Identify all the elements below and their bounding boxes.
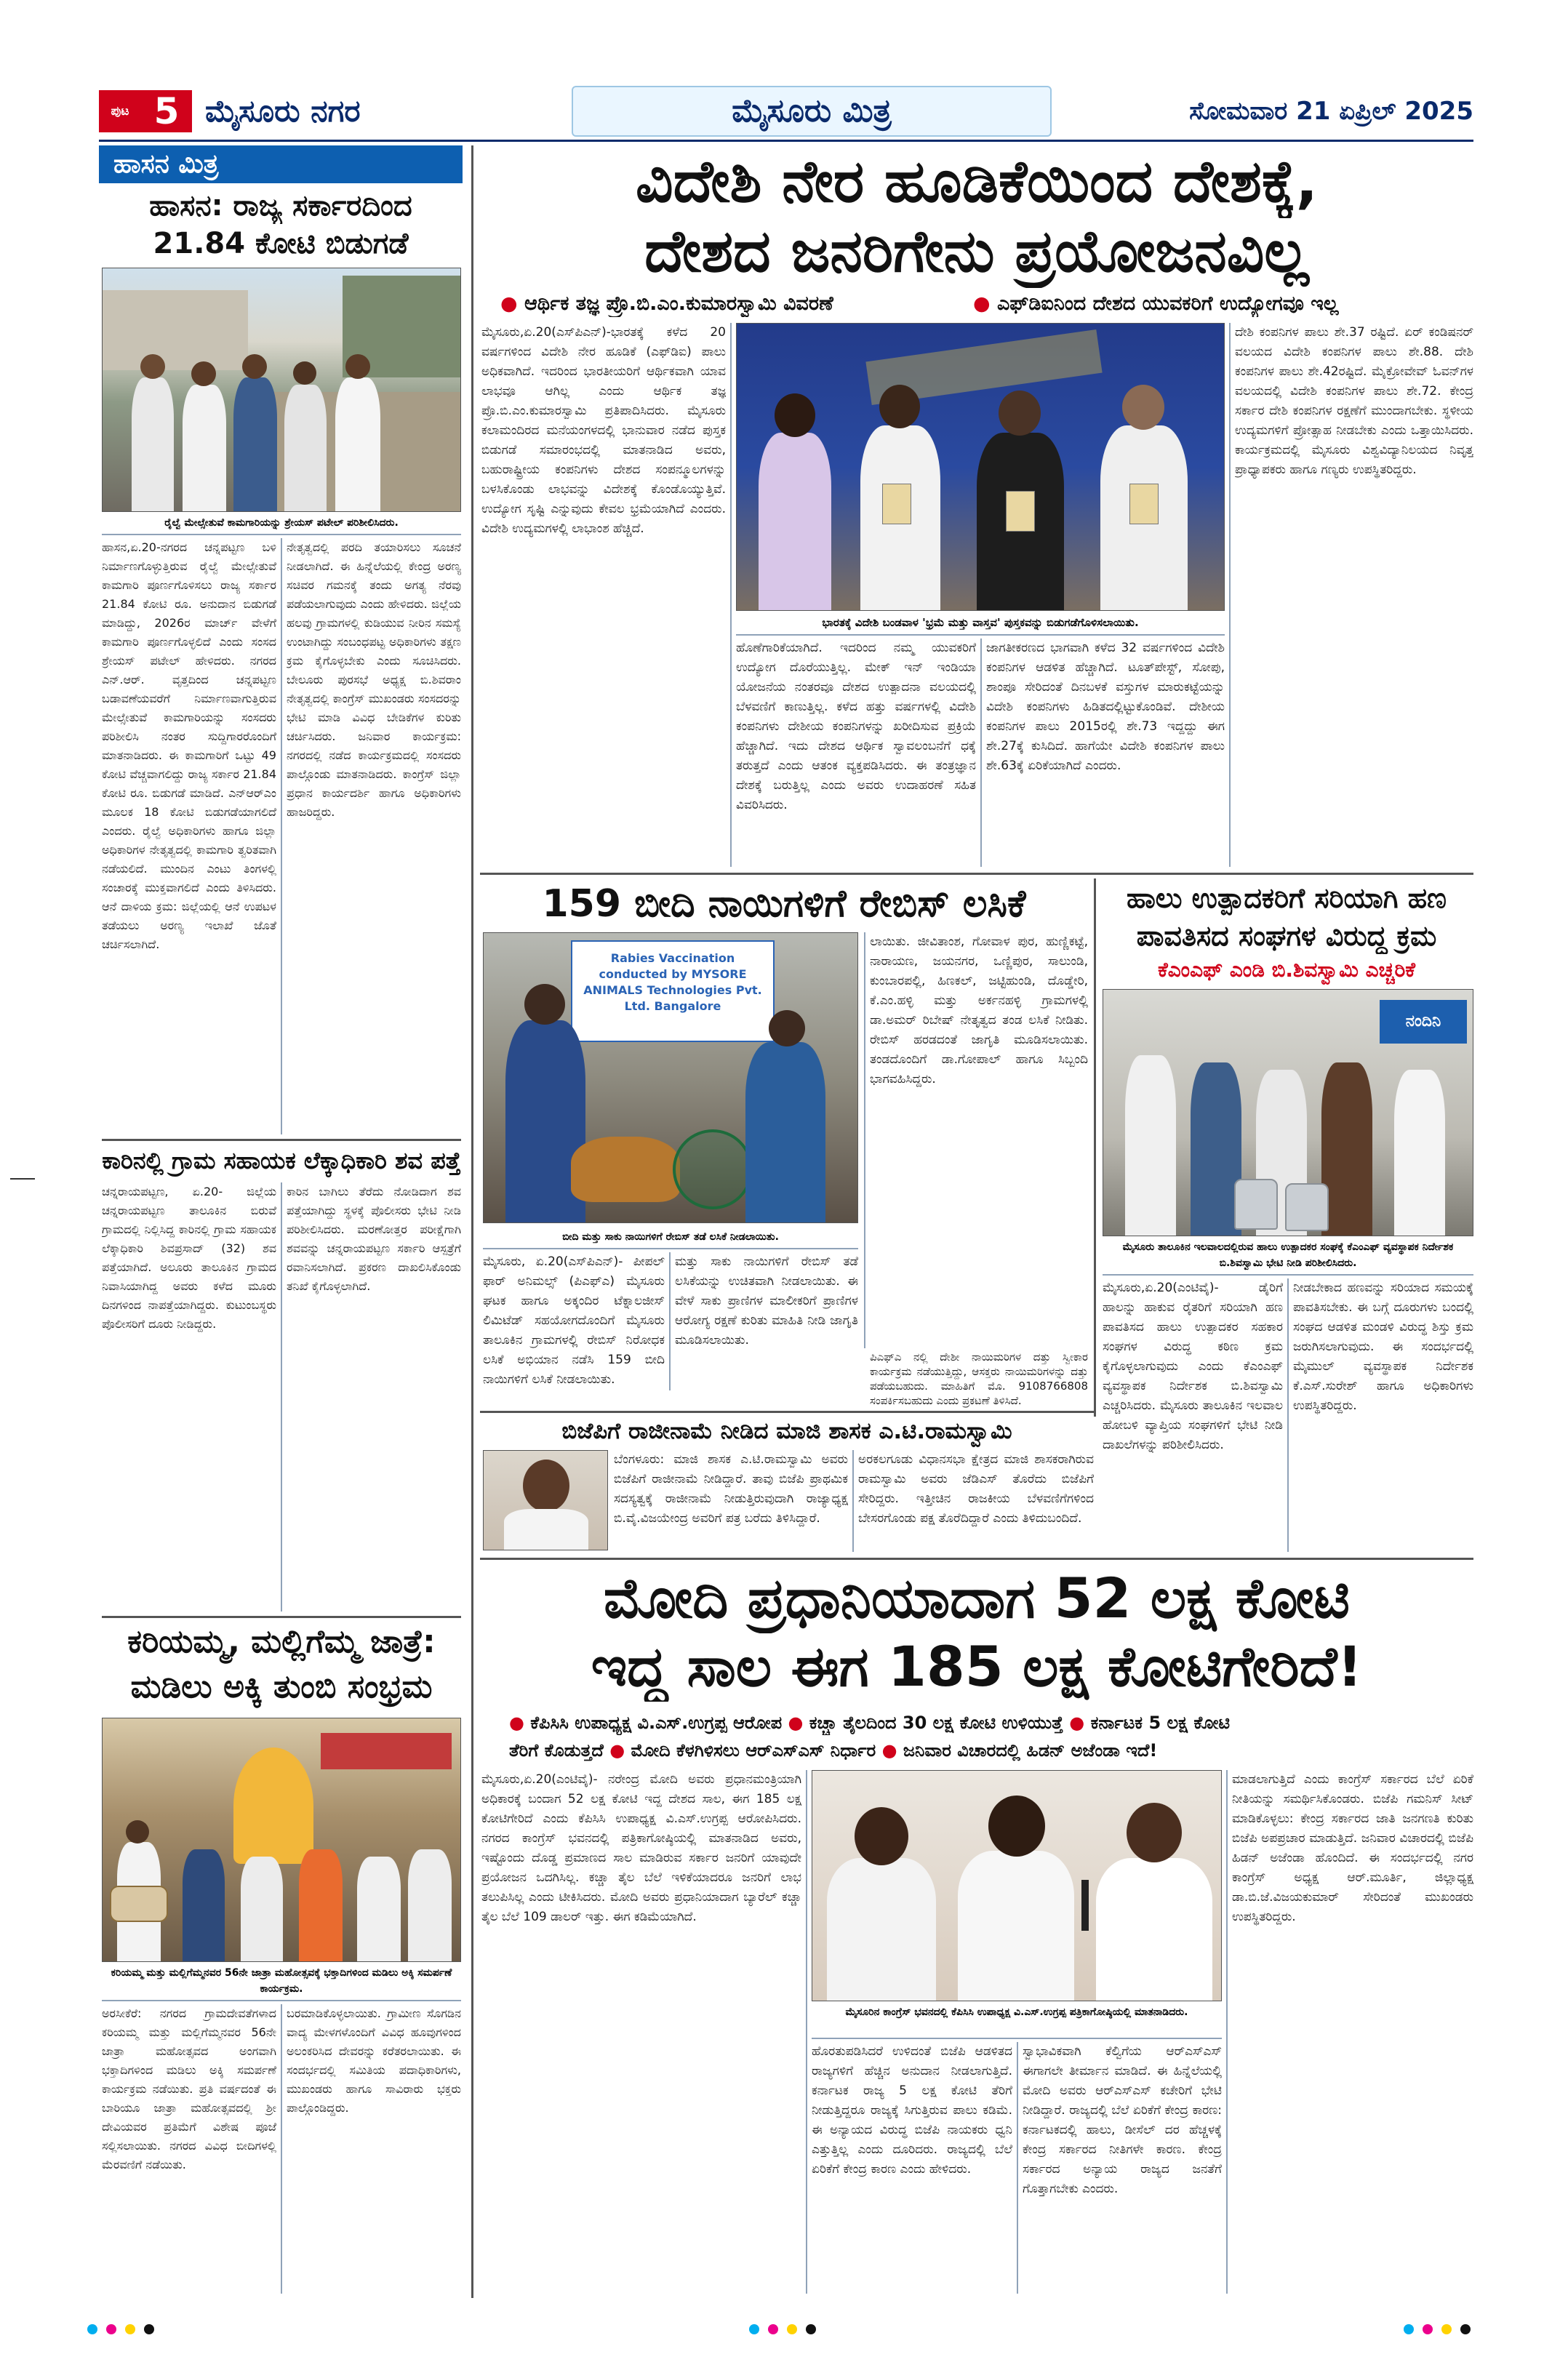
lead-story-col4: ದೇಶಿ ಕಂಪನಿಗಳ ಪಾಲು ಶೇ.37 ರಷ್ಟಿದೆ. ಏರ್ ಕಂಡಿಷನರ್ ವಲಯದ ವಿದೇಶಿ ಕಂಪನಿಗಳ ಪಾಲು ಶೇ.88. ದೇಶಿ ಕಂಪನಿಗಳ ಪಾಲು ಶೇ.42ರಷ್ಟಿದೆ. ಮೈಕ್ರೋವೇವ್ ಓವನ್‌ಗಳ ವಲಯದಲ್ಲಿ ವಿದೇಶಿ ಕಂಪನಿಗಳ ಪಾಲು ಶೇ.72. ಕೇಂದ್ರ ಸರ್ಕಾರ ದೇಶಿ ಕಂಪನಿಗಳ ರಕ್ಷಣೆಗೆ ಮುಂದಾಗಬೇಕು. ಸ್ಥಳೀಯ ಉದ್ಯಮಗಳಿಗೆ ಪ್ರೋತ್ಸಾಹ ನೀಡಬೇಕು ಎಂದು ಒತ್ತಾಯಿಸಿದರು. ಕಾರ್ಯಕ್ರಮದಲ್ಲಿ ಮೈಸೂರು ವಿಶ್ವವಿದ್ಯಾನಿಲಯದ ನಿವೃತ್ತ ಪ್ರಾಧ್ಯಾಪಕರು ಹಾಗೂ ಗಣ್ಯರು ಉಪಸ್ಥಿತರಿದ್ದರು. xyxy=(1235,325,1473,477)
divider xyxy=(736,634,1225,636)
person xyxy=(1096,1858,1212,2001)
column-rule xyxy=(281,538,282,1134)
milk-headline-2: ಪಾವತಿಸದ ಸಂಘಗಳ ವಿರುದ್ಧ ಕ್ರಮ xyxy=(1136,920,1437,952)
bjp-story-col2: ಅರಕಲಗೂಡು ವಿಧಾನಸಭಾ ಕ್ಷೇತ್ರದ ಮಾಜಿ ಶಾಸಕರಾಗಿರುವ ರಾಮಸ್ವಾಮಿ ಅವರು ಜೆಡಿಎಸ್ ತೊರೆದು ಬಿಜೆಪಿಗೆ ಸೇರಿದ್ದರು. ಇತ್ತೀಚಿನ ರಾಜಕೀಯ ಬೆಳವಣಿಗೆಗಳಿಂದ ಬೇಸರಗೊಂಡು ಪಕ್ಷ ತೊರೆದಿದ್ದಾರೆ ಎಂದು ತಿಳಿದುಬಂದಿದೆ. xyxy=(858,1452,1094,1526)
person-head xyxy=(879,385,920,428)
debt-story-col3: ಸ್ವಾಭಾವಿಕವಾಗಿ ಕೆಲ್ವಿಗೆಯ ಆರ್‌ಎಸ್‌ಎಸ್ ಈಗಾಗಲೇ ತೀರ್ಮಾನ ಮಾಡಿದೆ. ಈ ಹಿನ್ನೆಲೆಯಲ್ಲಿ ಮೋದಿ ಅವರು ಆರ್‌ಎಸ್‌ಎಸ್ ಕಚೇರಿಗೆ ಭೇಟಿ ನೀಡಿದ್ದಾರೆ. ರಾಜ್ಯದಲ್ಲಿ ಬೆಲೆ ಏರಿಕೆಗೆ ಕೇಂದ್ರ ಕಾರಣ: ಕರ್ನಾಟಕದಲ್ಲಿ ಹಾಲು, ಡೀಸೆಲ್ ದರ ಹೆಚ್ಚಳಕ್ಕೆ ಕೇಂದ್ರ ಸರ್ಕಾರದ ನೀತಿಗಳೇ ಕಾರಣ. ಕೇಂದ್ರ ಸರ್ಕಾರದ ಅನ್ಯಾಯ ರಾಜ್ಯದ ಜನತೆಗೆ ಗೊತ್ತಾಗಬೇಕು ಎಂದರು. xyxy=(1023,2044,1222,2196)
person xyxy=(408,1849,452,1962)
vaccination-banner: Rabies Vaccination conducted by MYSORE ANIMALS Technologies Pvt. Ltd. Bangalore xyxy=(571,940,775,1042)
divider xyxy=(483,1248,858,1249)
book xyxy=(1006,491,1035,532)
dog-photo-caption: ಬೀದಿ ಮತ್ತು ಸಾಕು ನಾಯಿಗಳಿಗೆ ರೇಬಿಸ್ ತಡೆ ಲಸಿಕೆ ನೀಡಲಾಯಿತು. xyxy=(562,1231,779,1243)
debt-story-col1: ಮೈಸೂರು,ಏ.20(ಎಂಟಿವೈ)- ನರೇಂದ್ರ ಮೋದಿ ಅವರು ಪ್ರಧಾನಮಂತ್ರಿಯಾಗಿ ಅಧಿಕಾರಕ್ಕೆ ಬಂದಾಗ 52 ಲಕ್ಷ ಕೋಟಿ ಇದ್ದ ದೇಶದ ಸಾಲ, ಈಗ 185 ಲಕ್ಷ ಕೋಟಿಗೇರಿದೆ ಎಂದು ಕೆಪಿಸಿಸಿ ಉಪಾಧ್ಯಕ್ಷ ವಿ.ಎಸ್.ಉಗ್ರಪ್ಪ ಆರೋಪಿಸಿದರು. ನಗರದ ಕಾಂಗ್ರೆಸ್ ಭವನದಲ್ಲಿ ಪತ್ರಿಕಾಗೋಷ್ಠಿಯಲ್ಲಿ ಮಾತನಾಡಿದ ಅವರು, ಇಷ್ಟೊಂದು ದೊಡ್ಡ ಪ್ರಮಾಣದ ಸಾಲ ಮಾಡಿರುವ ಸರ್ಕಾರ ಜನರಿಗೆ ಯಾವುದೇ ಪ್ರಯೋಜನ ಒದಗಿಸಿಲ್ಲ. ಕಚ್ಚಾ ತೈಲ ಬೆಲೆ ಇಳಿಕೆಯಾದರೂ ಜನರಿಗೆ ಲಾಭ ತಲುಪಿಸಿಲ್ಲ ಎಂದು ಟೀಕಿಸಿದರು. ಮೋದಿ ಅವರು ಪ್ರಧಾನಿಯಾದಾಗ ಬ್ಯಾರೆಲ್ ಕಚ್ಚಾ ತೈಲ ಬೆಲೆ 109 ಡಾಲರ್ ಇತ್ತು. ಈಗ ಕಡಿಮೆಯಾಗಿದೆ. xyxy=(481,1772,801,1924)
registration-dot-magenta xyxy=(768,2324,778,2334)
bullet-text: ತೆರಿಗೆ ಕೊಡುತ್ತದೆ xyxy=(509,1740,604,1761)
person xyxy=(1321,1062,1372,1236)
person-head xyxy=(345,354,370,379)
column-rule xyxy=(1229,323,1231,867)
person-head xyxy=(1122,385,1164,430)
bridge-inspection-photo xyxy=(102,268,461,512)
dogs-story-col4: ಪಿಎಫ್‌ಎ ನಲ್ಲಿ ದೇಶೀ ನಾಯಿಮರಿಗಳ ದತ್ತು ಸ್ವೀಕಾರ ಕಾರ್ಯಕ್ರಮ ನಡೆಯುತ್ತಿದ್ದು, ಆಸಕ್ತರು ನಾಯಿಮರಿಗಳನ್ನು ದತ್ತು ಪಡೆಯಬಹುದು. ಮಾಹಿತಿಗೆ ಮೊ. 9108766808 ಸಂಪರ್ಕಿಸಬಹುದು ಎಂದು ಪ್ರಕಟಣೆ ತಿಳಿಸಿದೆ. xyxy=(870,1350,1088,1407)
lead-story-col3: ಜಾಗತೀಕರಣದ ಭಾಗವಾಗಿ ಕಳೆದ 32 ವರ್ಷಗಳಿಂದ ವಿದೇಶಿ ಕಂಪನಿಗಳ ಆಡಳಿತ ಹೆಚ್ಚಾಗಿದೆ. ಟೂತ್‌ಪೇಸ್ಟ್, ಸೋಪು, ಶಾಂಪೂ ಸೇರಿದಂತೆ ದಿನಬಳಕೆ ವಸ್ತುಗಳ ಮಾರುಕಟ್ಟೆಯನ್ನು ವಿದೇಶಿ ಕಂಪನಿಗಳು ಹಿಡಿತದಲ್ಲಿಟ್ಟುಕೊಂಡಿವೆ. ದೇಶೀಯ ಕಂಪನಿಗಳ ಪಾಲು 2015ರಲ್ಲಿ ಶೇ.73 ಇದ್ದದ್ದು ಈಗ ಶೇ.27ಕ್ಕೆ ಕುಸಿದಿದೆ. ಹಾಗೆಯೇ ವಿದೇಶಿ ಕಂಪನಿಗಳ ಪಾಲು ಶೇ.63ಕ್ಕೆ ಏರಿಕೆಯಾಗಿದೆ ಎಂದರು. xyxy=(986,641,1225,773)
person-head xyxy=(523,1460,569,1512)
jatre-headline-2: ಮಡಿಲು ಅಕ್ಕಿ ತುಂಬಿ ಸಂಭ್ರಮ xyxy=(130,1668,433,1705)
person-head xyxy=(855,1807,908,1865)
milk-story-col2: ನೀಡಬೇಕಾದ ಹಣವನ್ನು ಸರಿಯಾದ ಸಮಯಕ್ಕೆ ಪಾವತಿಸಬೇಕು. ಈ ಬಗ್ಗೆ ದೂರುಗಳು ಬಂದಲ್ಲಿ ಸಂಘದ ಆಡಳಿತ ಮಂಡಳಿ ವಿರುದ್ಧ ಶಿಸ್ತು ಕ್ರಮ ಜರುಗಿಸಲಾಗುವುದು. ಈ ಸಂದರ್ಭದಲ್ಲಿ ಮೈಮುಲ್ ವ್ಯವಸ್ಥಾಪಕ ನಿರ್ದೇಶಕ ಕೆ.ಎಸ್.ಸುರೇಶ್ ಹಾಗೂ ಅಧಿಕಾರಿಗಳು ಉಪಸ್ಥಿತರಿದ್ದರು. xyxy=(1293,1281,1473,1413)
car-story-col2: ಕಾರಿನ ಬಾಗಿಲು ತೆರೆದು ನೋಡಿದಾಗ ಶವ ಪತ್ತೆಯಾಗಿದ್ದು ಸ್ಥಳಕ್ಕೆ ಪೊಲೀಸರು ಭೇಟಿ ನೀಡಿ ಪರಿಶೀಲಿಸಿದರು. ಮರಣೋತ್ತರ ಪರೀಕ್ಷೆಗಾಗಿ ಶವವನ್ನು ಚನ್ನರಾಯಪಟ್ಟಣ ಸರ್ಕಾರಿ ಆಸ್ಪತ್ರೆಗೆ ರವಾನಿಸಲಾಗಿದೆ. ಪ್ರಕರಣ ದಾಖಲಿಸಿಕೊಂಡು ತನಿಖೆ ಕೈಗೊಳ್ಳಲಾಗಿದೆ. xyxy=(287,1185,461,1293)
bullet-dot: ● xyxy=(788,1713,809,1733)
column-rule xyxy=(852,1450,854,1552)
column-rule xyxy=(1226,1770,1228,2294)
registration-dot-cyan xyxy=(1404,2324,1414,2334)
book-release-photo xyxy=(736,323,1225,611)
person xyxy=(132,377,174,512)
registration-dot-yellow xyxy=(125,2324,135,2334)
divider xyxy=(480,1411,1094,1413)
milk-subhead: ಕೆಎಂಎಫ್ ಎಂಡಿ ಬಿ.ಶಿವಸ್ವಾಮಿ ಎಚ್ಚರಿಕೆ xyxy=(1157,958,1416,982)
person xyxy=(335,377,380,512)
person-head xyxy=(242,354,267,379)
bullet-dot: ● xyxy=(609,1740,631,1761)
divider xyxy=(102,534,461,535)
dog-vaccination-photo xyxy=(483,932,858,1223)
divider xyxy=(1103,1274,1473,1276)
masthead-rule xyxy=(99,140,1473,142)
hassan-story-col1: ಹಾಸನ,ಏ.20-ನಗರದ ಚನ್ನಪಟ್ಟಣ ಬಳಿ ನಿರ್ಮಾಣಗೊಳ್ಳುತ್ತಿರುವ ರೈಲ್ವೆ ಮೇಲ್ಸೇತುವೆ ಕಾಮಗಾರಿ ಪೂರ್ಣಗೊಳಿಸಲು ರಾಜ್ಯ ಸರ್ಕಾರ 21.84 ಕೋಟಿ ರೂ. ಅನುದಾನ ಬಿಡುಗಡೆ ಮಾಡಿದ್ದು, 2026ರ ಮಾರ್ಚ್ ವೇಳೆಗೆ ಕಾಮಗಾರಿ ಪೂರ್ಣಗೊಳ್ಳಲಿದೆ ಎಂದು ಸಂಸದ ಶ್ರೇಯಸ್ ಪಟೇಲ್ ಹೇಳಿದರು. ನಗರದ ಎನ್.ಆರ್. ವೃತ್ತದಿಂದ ಚನ್ನಪಟ್ಟಣ ಬಡಾವಣೆಯವರೆಗೆ ನಿರ್ಮಾಣವಾಗುತ್ತಿರುವ ಮೇಲ್ಸೇತುವೆ ಕಾಮಗಾರಿಯನ್ನು ಸಂಸದರು ಪರಿಶೀಲಿಸಿ ನಂತರ ಸುದ್ದಿಗಾರರೊಂದಿಗೆ ಮಾತನಾಡಿದರು. ಈ ಕಾಮಗಾರಿಗೆ ಒಟ್ಟು 49 ಕೋಟಿ ವೆಚ್ಚವಾಗಲಿದ್ದು ರಾಜ್ಯ ಸರ್ಕಾರ 21.84 ಕೋಟಿ ರೂ. ಬಿಡುಗಡೆ ಮಾಡಿದೆ. ಎನ್‌ಆರ್‌ಎಂ ಮೂಲಕ 18 ಕೋಟಿ ಬಿಡುಗಡೆಯಾಗಲಿದೆ ಎಂದರು. ರೈಲ್ವೆ ಅಧಿಕಾರಿಗಳು ಹಾಗೂ ಜಿಲ್ಲಾ ಅಧಿಕಾರಿಗಳ ನೇತೃತ್ವದಲ್ಲಿ ಕಾಮಗಾರಿ ತ್ವರಿತವಾಗಿ ನಡೆಯಲಿದೆ. ಮುಂದಿನ ಎಂಟು ತಿಂಗಳಲ್ಲಿ ಸಂಚಾರಕ್ಕೆ ಮುಕ್ತವಾಗಲಿದೆ ಎಂದು ತಿಳಿಸಿದರು. ಆನೆ ದಾಳಿಯ ಕ್ರಮ: ಜಿಲ್ಲೆಯಲ್ಲಿ ಆನೆ ಉಪಟಳ ತಡೆಯಲು ಅರಣ್ಯ ಇಲಾಖೆ ಜೊತೆ ಚರ್ಚಿಸಲಾಗಿದೆ. xyxy=(102,540,276,951)
nandini-shop-sign: ನಂದಿನಿ xyxy=(1380,1000,1467,1044)
divider xyxy=(812,2038,1222,2039)
debt-headline-1: ಮೋದಿ ಪ್ರಧಾನಿಯಾದಾಗ 52 ಲಕ್ಷ ಕೋಟಿ xyxy=(603,1566,1351,1630)
person xyxy=(299,1849,343,1962)
bullet-dot: ● xyxy=(509,1713,531,1733)
milk-society-photo xyxy=(1103,989,1473,1236)
building xyxy=(103,290,248,370)
person-head xyxy=(775,393,815,437)
milk-can xyxy=(1285,1183,1329,1231)
lead-bullet-2 xyxy=(973,291,1473,317)
registration-dot-black xyxy=(806,2324,816,2334)
person xyxy=(233,377,277,512)
car-story-col1: ಚನ್ನರಾಯಪಟ್ಟಣ, ಏ.20- ಜಿಲ್ಲೆಯ ಚನ್ನರಾಯಪಟ್ಟಣ ತಾಲೂಕಿನ ಬಿರುವೆ ಗ್ರಾಮದಲ್ಲಿ ನಿಲ್ಲಿಸಿದ್ದ ಕಾರಿನಲ್ಲಿ ಗ್ರಾಮ ಸಹಾಯಕ ಲೆಕ್ಕಾಧಿಕಾರಿ ಶಿವಪ್ರಸಾದ್ (32) ಶವ ಪತ್ತೆಯಾಗಿದೆ. ಅಲೂರು ತಾಲೂಕಿನ ಗ್ರಾಮದ ನಿವಾಸಿಯಾಗಿದ್ದ ಅವರು ಕಳೆದ ಮೂರು ದಿನಗಳಿಂದ ನಾಪತ್ತೆಯಾಗಿದ್ದರು. ಕುಟುಂಬಸ್ಥರು ಪೊಲೀಸರಿಗೆ ದೂರು ನೀಡಿದ್ದರು. xyxy=(102,1185,276,1331)
ramaswamy-portrait xyxy=(483,1450,608,1550)
registration-dot-magenta xyxy=(106,2324,116,2334)
person xyxy=(1394,1070,1445,1236)
registration-dot-cyan xyxy=(749,2324,759,2334)
column-rule xyxy=(669,1252,671,1390)
drum xyxy=(110,1886,168,1922)
person xyxy=(183,385,226,512)
hassan-headline-1: ಹಾಸನ: ರಾಜ್ಯ ಸರ್ಕಾರದಿಂದ xyxy=(149,189,412,223)
person xyxy=(357,1857,401,1962)
book xyxy=(1129,484,1159,524)
bullet-dot: ● xyxy=(881,1740,903,1761)
bullet-text: ಎಫ್‌ಡಿಐನಿಂದ ದೇಶದ ಯುವಕರಿಗೆ ಉದ್ಯೋಗವೂ ಇಲ್ಲ xyxy=(996,292,1339,315)
jatre-photo-caption: ಕರಿಯಮ್ಮ ಮತ್ತು ಮಲ್ಲಿಗೆಮ್ಮನವರ 56ನೇ ಜಾತ್ರಾ ಮಹೋತ್ಸವಕ್ಕೆ ಭಕ್ತಾದಿಗಳಿಂದ ಮಡಿಲು ಅಕ್ಕಿ ಸಮರ್ಪಣೆ ಕಾರ್ಯಕ್ರಮ. xyxy=(111,1967,452,1995)
lead-headline-1: ವಿದೇಶಿ ನೇರ ಹೂಡಿಕೆಯಿಂದ ದೇಶಕ್ಕೆ, xyxy=(635,148,1319,215)
jatre-headline-1: ಕರಿಯಮ್ಮ, ಮಲ್ಲಿಗೆಮ್ಮ ಜಾತ್ರೆ: xyxy=(127,1623,436,1660)
person-head xyxy=(524,984,565,1025)
milk-photo-caption: ಮೈಸೂರು ತಾಲೂಕಿನ ಇಲವಾಲದಲ್ಲಿರುವ ಹಾಲು ಉತ್ಪಾದಕರ ಸಂಘಕ್ಕೆ ಕೆಎಂಎಫ್ ವ್ಯವಸ್ಥಾಪಕ ನಿರ್ದೇಶಕ ಬಿ.ಶಿವಸ್ವಾಮಿ ಭೇಟಿ ನೀಡಿ ಪರಿಶೀಲಿಸಿದರು. xyxy=(1122,1241,1454,1269)
page-number: 5 xyxy=(141,90,192,132)
bullet-text: ಆರ್ಥಿಕ ತಜ್ಞ ಪ್ರೊ.ಬಿ.ಎಂ.ಕುಮಾರಸ್ವಾಮಿ ವಿವರಣೆ xyxy=(524,292,833,315)
dogs-story-col3: ಮತ್ತು ಸಾಕು ನಾಯಿಗಳಿಗೆ ರೇಬಿಸ್ ತಡೆ ಲಸಿಕೆಯನ್ನು ಉಚಿತವಾಗಿ ನೀಡಲಾಯಿತು. ಈ ವೇಳೆ ಸಾಕು ಪ್ರಾಣಿಗಳ ಮಾಲೀಕರಿಗೆ ಪ್ರಾಣಿಗಳ ಆರೋಗ್ಯ ರಕ್ಷಣೆ ಕುರಿತು ಮಾಹಿತಿ ನೀಡಿ ಜಾಗೃತಿ ಮೂಡಿಸಲಾಯಿತು. xyxy=(675,1254,858,1348)
registration-dot-black xyxy=(144,2324,154,2334)
divider xyxy=(102,1139,461,1141)
debt-story-col2: ಹೊರತುಪಡಿಸಿದರೆ ಉಳಿದಂತೆ ಬಿಜೆಪಿ ಆಡಳಿತದ ರಾಜ್ಯಗಳಿಗೆ ಹೆಚ್ಚಿನ ಅನುದಾನ ನೀಡಲಾಗುತ್ತಿದೆ. ಕರ್ನಾಟಕ ರಾಜ್ಯ 5 ಲಕ್ಷ ಕೋಟಿ ತೆರಿಗೆ ನೀಡುತ್ತಿದ್ದರೂ ರಾಜ್ಯಕ್ಕೆ ಸಿಗುತ್ತಿರುವ ಪಾಲು ಕಡಿಮೆ. ಈ ಅನ್ಯಾಯದ ವಿರುದ್ಧ ಬಿಜೆಪಿ ನಾಯಕರು ಧ್ವನಿ ಎತ್ತುತ್ತಿಲ್ಲ ಎಂದು ದೂರಿದರು. ರಾಜ್ಯದಲ್ಲಿ ಬೆಲೆ ಏರಿಕೆಗೆ ಕೇಂದ್ರ ಕಾರಣ ಎಂದು ಹೇಳಿದರು. xyxy=(812,2044,1012,2177)
jatre-story-col2: ಬರಮಾಡಿಕೊಳ್ಳಲಾಯಿತು. ಗ್ರಾಮೀಣ ಸೊಗಡಿನ ವಾದ್ಯ ಮೇಳಗಳೊಂದಿಗೆ ವಿವಿಧ ಹೂವುಗಳಿಂದ ಅಲಂಕರಿಸಿದ ದೇವರನ್ನು ಕರೆತರಲಾಯಿತು. ಈ ಸಂದರ್ಭದಲ್ಲಿ ಸಮಿತಿಯ ಪದಾಧಿಕಾರಿಗಳು, ಮುಖಂಡರು ಹಾಗೂ ಸಾವಿರಾರು ಭಕ್ತರು ಪಾಲ್ಗೊಂಡಿದ್ದರು. xyxy=(287,2006,461,2115)
bjp-story-col1: ಬೆಂಗಳೂರು: ಮಾಜಿ ಶಾಸಕ ಎ.ಟಿ.ರಾಮಸ್ವಾಮಿ ಅವರು ಬಿಜೆಪಿಗೆ ರಾಜೀನಾಮೆ ನೀಡಿದ್ದಾರೆ. ತಾವು ಬಿಜೆಪಿ ಪ್ರಾಥಮಿಕ ಸದಸ್ಯತ್ವಕ್ಕೆ ರಾಜೀನಾಮೆ ನೀಡುತ್ತಿರುವುದಾಗಿ ರಾಜ್ಯಾಧ್ಯಕ್ಷ ಬಿ.ವೈ.ವಿಜಯೇಂದ್ರ ಅವರಿಗೆ ಪತ್ರ ಬರೆದು ತಿಳಿಸಿದ್ದಾರೆ. xyxy=(614,1452,848,1526)
lead-bullet-1 xyxy=(500,291,966,317)
dogs-headline: 159 ಬೀದಿ ನಾಯಿಗಳಿಗೆ ರೇಬಿಸ್ ಲಸಿಕೆ xyxy=(542,882,1026,926)
book xyxy=(882,484,911,524)
hassan-headline-2: 21.84 ಕೋಟಿ ಬಿಡುಗಡೆ xyxy=(153,227,409,260)
column-rule xyxy=(281,1182,282,1612)
person xyxy=(504,1509,588,1550)
crop-mark xyxy=(10,1178,35,1180)
masthead xyxy=(99,86,1473,137)
lead-story-col2: ಹೊಣೆಗಾರಿಕೆಯಾಗಿದೆ. ಇದರಿಂದ ನಮ್ಮ ಯುವಕರಿಗೆ ಉದ್ಯೋಗ ದೊರೆಯುತ್ತಿಲ್ಲ. ಮೇಕ್ ಇನ್ ಇಂಡಿಯಾ ಯೋಜನೆಯ ನಂತರವೂ ದೇಶದ ಉತ್ಪಾದನಾ ವಲಯದಲ್ಲಿ ಬೆಳವಣಿಗೆ ಕಾಣುತ್ತಿಲ್ಲ. ಕಳೆದ ಹತ್ತು ವರ್ಷಗಳಲ್ಲಿ ವಿದೇಶಿ ಕಂಪನಿಗಳು ದೇಶೀಯ ಕಂಪನಿಗಳನ್ನು ಖರೀದಿಸುವ ಪ್ರಕ್ರಿಯೆ ಹೆಚ್ಚಾಗಿದೆ. ಇದು ದೇಶದ ಆರ್ಥಿಕ ಸ್ವಾವಲಂಬನೆಗೆ ಧಕ್ಕೆ ತರುತ್ತದೆ ಎಂದು ಆತಂಕ ವ್ಯಕ್ತಪಡಿಸಿದರು. ಈ ತಂತ್ರಜ್ಞಾನ ದೇಶಕ್ಕೆ ಬರುತ್ತಿಲ್ಲ ಎಂದು ಅವರು ಉದಾಹರಣೆ ಸಹಿತ ವಿವರಿಸಿದರು. xyxy=(736,641,976,812)
person xyxy=(183,1849,225,1962)
bullet-text: ಕೆಪಿಸಿಸಿ ಉಪಾಧ್ಯಕ್ಷ ವಿ.ಎಸ್.ಉಗ್ರಪ್ಪ ಆರೋಪ xyxy=(530,1713,783,1733)
person xyxy=(284,385,327,512)
person-head xyxy=(999,391,1041,436)
dogs-story-col1: ಲಾಯಿತು. ಜೀವಿತಾಂಶ, ಗೋವಾಳ ಪುರ, ಹುಣ್ಣಿಕಟ್ಟೆ, ನಾರಾಯಣ, ಜಯನಗರ, ಒಣ್ಣಿಪುರ, ಸಾಲುಂಡಿ, ಕುಂಬಾರಪಲ್ಲಿ, ಹಿಣಕಲ್, ಜಟ್ಟಿಹುಂಡಿ, ದೊಡ್ಡೇರಿ, ಕೆ.ಎಂ.ಹಳ್ಳಿ ಮತ್ತು ಅರ್ಕನಹಳ್ಳಿ ಗ್ರಾಮಗಳಲ್ಲಿ ಡಾ.ಅಮರ್ ರಿಬೇಷ್ ನೇತೃತ್ವದ ತಂಡ ಲಸಿಕೆ ನೀಡಿತು. ರೇಬಿಸ್ ಹರಡದಂತೆ ಜಾಗೃತಿ ಮೂಡಿಸಲಾಯಿತು. ತಂಡದೊಂದಿಗೆ ಡಾ.ಗೋಪಾಲ್ ಹಾಗೂ ಸಿಬ್ಬಂದಿ ಭಾಗವಹಿಸಿದ್ದರು. xyxy=(870,934,1088,1086)
idol-decoration xyxy=(233,1748,313,1864)
bridge-photo-caption: ರೈಲ್ವೆ ಮೇಲ್ಸೇತುವೆ ಕಾಮಗಾರಿಯನ್ನು ಶ್ರೇಯಸ್ ಪಟೇಲ್ ಪರಿಶೀಲಿಸಿದರು. xyxy=(164,517,399,529)
milk-headline-1: ಹಾಲು ಉತ್ಪಾದಕರಿಗೆ ಸರಿಯಾಗಿ ಹಣ xyxy=(1126,882,1447,914)
dog-catching-net xyxy=(673,1129,753,1209)
divider xyxy=(102,1616,461,1618)
debt-story-col4: ಮಾಡಲಾಗುತ್ತಿದೆ ಎಂದು ಕಾಂಗ್ರೆಸ್ ಸರ್ಕಾರದ ಬೆಲೆ ಏರಿಕೆ ನೀತಿಯನ್ನು ಸಮರ್ಥಿಸಿಕೊಂಡರು. ಬಿಜೆಪಿ ಗಮನಿಸ್ ಸೀಟ್ ಮಾಡಿಕೊಳ್ಳಲು: ಕೇಂದ್ರ ಸರ್ಕಾರದ ಜಾತಿ ಜನಗಣತಿ ಕುರಿತು ಬಿಜೆಪಿ ಅಪಪ್ರಚಾರ ಮಾಡುತ್ತಿದೆ. ಜನಿವಾರ ವಿಚಾರದಲ್ಲಿ ಬಿಜೆಪಿ ಹಿಡನ್ ಅಜೆಂಡಾ ಹೊಂದಿದೆ. ಈ ಸಂದರ್ಭದಲ್ಲಿ ನಗರ ಕಾಂಗ್ರೆಸ್ ಅಧ್ಯಕ್ಷ ಆರ್.ಮೂರ್ತಿ, ಜಿಲ್ಲಾಧ್ಯಕ್ಷ ಡಾ.ಬಿ.ಜೆ.ವಿಜಯಕುಮಾರ್ ಸೇರಿದಂತೆ ಮುಖಂಡರು ಉಪಸ್ಥಿತರಿದ್ದರು. xyxy=(1232,1772,1473,1924)
registration-dot-cyan xyxy=(87,2324,97,2334)
shop-sign xyxy=(321,1733,452,1769)
sidebar-band: ಹಾಸನ ಮಿತ್ರ xyxy=(99,145,463,183)
dogs-story-col2: ಮೈಸೂರು, ಏ.20(ಎಸ್‌ಪಿಎನ್)- ಪೀಪಲ್ ಫಾರ್ ಅನಿಮಲ್ಸ್ (ಪಿಎಫ್‌ಎ) ಮೈಸೂರು ಘಟಕ ಹಾಗೂ ಅಕ್ಕಂದಿರ ಟೆಕ್ನಾಲಜೀಸ್ ಲಿಮಿಟೆಡ್ ಸಹಯೋಗದೊಂದಿಗೆ ಮೈಸೂರು ತಾಲೂಕಿನ ಗ್ರಾಮಗಳಲ್ಲಿ ರೇಬಿಸ್ ನಿರೋಧಕ ಲಸಿಕೆ ಅಭಿಯಾನ ನಡೆಸಿ 159 ಬೀದಿ ನಾಯಿಗಳಿಗೆ ಲಸಿಕೆ ನೀಡಲಾಯಿತು. xyxy=(483,1254,665,1387)
person xyxy=(241,1857,283,1962)
column-rule xyxy=(1287,1278,1289,1552)
person-head xyxy=(1127,1803,1182,1862)
ugrappa-photo-caption: ಮೈಸೂರಿನ ಕಾಂಗ್ರೆಸ್ ಭವನದಲ್ಲಿ ಕೆಪಿಸಿಸಿ ಉಪಾಧ್ಯಕ್ಷ ವಿ.ಎಸ್.ಉಗ್ರಪ್ಪ ಪತ್ರಿಕಾಗೋಷ್ಠಿಯಲ್ಲಿ ಮಾತನಾಡಿದರು. xyxy=(845,2006,1188,2018)
person-head xyxy=(126,1820,149,1843)
person-head xyxy=(140,354,165,379)
lead-story-col1: ಮೈಸೂರು,ಏ.20(ಎಸ್‌ಪಿಎನ್)-ಭಾರತಕ್ಕೆ ಕಳೆದ 20 ವರ್ಷಗಳಿಂದ ವಿದೇಶಿ ನೇರ ಹೂಡಿಕೆ (ಎಫ್‌ಡಿಐ) ಪಾಲು ಅಧಿಕವಾಗಿದೆ. ಇದರಿಂದ ಭಾರತೀಯರಿಗೆ ಆರ್ಥಿಕವಾಗಿ ಯಾವ ಲಾಭವೂ ಆಗಿಲ್ಲ ಎಂದು ಆರ್ಥಿಕ ತಜ್ಞ ಪ್ರೊ.ಬಿ.ಎಂ.ಕುಮಾರಸ್ವಾಮಿ ಪ್ರತಿಪಾದಿಸಿದರು. ಮೈಸೂರು ಕಲಾಮಂದಿರದ ಮನೆಯಂಗಳದಲ್ಲಿ ಭಾನುವಾರ ನಡೆದ ಪುಸ್ತಕ ಬಿಡುಗಡೆ ಸಮಾರಂಭದಲ್ಲಿ ಮಾತನಾಡಿದ ಅವರು, ಬಹುರಾಷ್ಟ್ರೀಯ ಕಂಪನಿಗಳು ದೇಶದ ಸಂಪನ್ಮೂಲಗಳನ್ನು ಬಳಸಿಕೊಂಡು ಲಾಭವನ್ನು ವಿದೇಶಕ್ಕೆ ಕೊಂಡೊಯ್ಯುತ್ತಿವೆ. ಉದ್ಯೋಗ ಸೃಷ್ಟಿ ಎನ್ನುವುದು ಕೇವಲ ಭ್ರಮೆಯಾಗಿದೆ ಎಂದರು. ವಿದೇಶಿ ಉದ್ಯಮಗಳಲ್ಲಿ ಲಾಭಾಂಶ ಹೆಚ್ಚಿದೆ. xyxy=(481,325,726,536)
registration-dot-yellow xyxy=(787,2324,797,2334)
jatre-procession-photo xyxy=(102,1718,461,1962)
bjp-headline: ಬಿಜೆಪಿಗೆ ರಾಜೀನಾಮೆ ನೀಡಿದ ಮಾಜಿ ಶಾಸಕ ಎ.ಟಿ.ರಾಮಸ್ವಾಮಿ xyxy=(561,1418,1012,1444)
bullet-text: ಮೋದಿ ಕೆಳಗಿಳಿಸಲು ಆರ್‌ಎಸ್‌ಎಸ್ ನಿರ್ಧಾರ xyxy=(631,1740,876,1761)
column-rule xyxy=(806,1770,807,2294)
person xyxy=(827,1858,936,2001)
registration-dot-black xyxy=(1460,2324,1471,2334)
person xyxy=(759,433,831,611)
column-rule xyxy=(281,2004,282,2294)
debt-bullets-row-1 xyxy=(509,1710,1473,1735)
person-head xyxy=(769,1010,805,1046)
section-name: ಮೈಸೂರು ನಗರ xyxy=(205,93,361,129)
debt-headline-2: ಇದ್ದ ಸಾಲ ಈಗ 185 ಲಕ್ಷ ಕೋಟಿಗೇರಿದೆ! xyxy=(591,1634,1363,1699)
debt-bullets-row-2 xyxy=(509,1738,1473,1763)
bullet-dot: ● xyxy=(973,292,997,315)
bullet-text: ಜನಿವಾರ ವಿಚಾರದಲ್ಲಿ ಹಿಡನ್ ಅಜೆಂಡಾ ಇದೆ! xyxy=(903,1740,1158,1761)
milk-can xyxy=(1234,1179,1278,1230)
bullet-text: ಕಚ್ಚಾ ತೈಲದಿಂದ 30 ಲಕ್ಷ ಕೋಟಿ ಉಳಿಯುತ್ತೆ xyxy=(809,1713,1063,1733)
book-release-caption: ಭಾರತಕ್ಕೆ ವಿದೇಶಿ ಬಂಡವಾಳ 'ಭ್ರಮೆ ಮತ್ತು ವಾಸ್ತವ' ಪುಸ್ತಕವನ್ನು ಬಿಡುಗಡೆಗೊಳಿಸಲಾಯಿತು. xyxy=(822,616,1139,629)
section-divider xyxy=(480,873,1473,875)
dog xyxy=(571,1137,680,1202)
column-rule xyxy=(864,932,865,1348)
milk-story-col1: ಮೈಸೂರು,ಏ.20(ಎಂಟಿವೈ)- ಡೈರಿಗೆ ಹಾಲನ್ನು ಹಾಕುವ ರೈತರಿಗೆ ಸರಿಯಾಗಿ ಹಣ ಪಾವತಿಸದ ಹಾಲು ಉತ್ಪಾದಕರ ಸಹಕಾರ ಸಂಘಗಳ ವಿರುದ್ಧ ಕಠಿಣ ಕ್ರಮ ಕೈಗೊಳ್ಳಲಾಗುವುದು ಎಂದು ಕೆಎಂಎಫ್ ವ್ಯವಸ್ಥಾಪಕ ನಿರ್ದೇಶಕ ಬಿ.ಶಿವಸ್ವಾಮಿ ಎಚ್ಚರಿಸಿದರು. ಮೈಸೂರು ತಾಲೂಕಿನ ಇಲವಾಲ ಹೋಬಳಿ ವ್ಯಾಪ್ತಿಯ ಸಂಘಗಳಿಗೆ ಭೇಟಿ ನೀಡಿ ದಾಖಲೆಗಳನ್ನು ಪರಿಶೀಲಿಸಿದರು. xyxy=(1103,1281,1283,1452)
registration-dot-magenta xyxy=(1423,2324,1433,2334)
lead-headline-2: ದೇಶದ ಜನರಿಗೇನು ಪ್ರಯೋಜನವಿಲ್ಲ xyxy=(644,217,1309,285)
sidebar-rule xyxy=(471,145,473,2298)
person xyxy=(958,1851,1074,2001)
page-label-box: ಪುಟ xyxy=(99,90,141,132)
bullet-dot: ● xyxy=(1069,1713,1091,1733)
bullet-dot: ● xyxy=(500,292,524,315)
person xyxy=(745,1042,825,1223)
person-head xyxy=(293,361,316,385)
column-rule xyxy=(980,638,982,867)
person-head xyxy=(191,361,216,386)
section-divider xyxy=(480,1558,1473,1560)
car-body-headline: ಕಾರಿನಲ್ಲಿ ಗ್ರಾಮ ಸಹಾಯಕ ಲೆಕ್ಕಾಧಿಕಾರಿ ಶವ ಪತ್ತೆ xyxy=(102,1147,461,1174)
column-rule xyxy=(1094,878,1096,1417)
registration-dot-yellow xyxy=(1441,2324,1452,2334)
jatre-story-col1: ಅರಸೀಕೆರೆ: ನಗರದ ಗ್ರಾಮದೇವತೆಗಳಾದ ಕರಿಯಮ್ಮ ಮತ್ತು ಮಲ್ಲಿಗೆಮ್ಮನವರ 56ನೇ ಜಾತ್ರಾ ಮಹೋತ್ಸವದ ಅಂಗವಾಗಿ ಭಕ್ತಾದಿಗಳಿಂದ ಮಡಿಲು ಅಕ್ಕಿ ಸಮರ್ಪಣೆ ಕಾರ್ಯಕ್ರಮ ನಡೆಯಿತು. ಪ್ರತಿ ವರ್ಷದಂತೆ ಈ ಬಾರಿಯೂ ಜಾತ್ರಾ ಮಹೋತ್ಸವದಲ್ಲಿ ಶ್ರೀ ದೇವಿಯವರ ಪ್ರತಿಮೆಗೆ ವಿಶೇಷ ಪೂಜೆ ಸಲ್ಲಿಸಲಾಯಿತು. ನಗರದ ವಿವಿಧ ಬೀದಿಗಳಲ್ಲಿ ಮೆರವಣಿಗೆ ನಡೆಯಿತು. xyxy=(102,2006,276,2171)
column-rule xyxy=(730,323,732,867)
person-head xyxy=(988,1795,1045,1857)
bullet-text: ಕರ್ನಾಟಕ 5 ಲಕ್ಷ ಕೋಟಿ xyxy=(1090,1713,1231,1733)
divider xyxy=(102,2000,461,2001)
masthead-logo: ಮೈಸೂರು ಮಿತ್ರ xyxy=(572,86,1052,137)
microphone xyxy=(1081,1880,1089,1931)
person xyxy=(1125,1055,1176,1236)
issue-date: ಸೋಮವಾರ 21 ಏಪ್ರಿಲ್ 2025 xyxy=(1189,97,1473,126)
hassan-story-col2: ನೇತೃತ್ವದಲ್ಲಿ ಪರದಿ ತಯಾರಿಸಲು ಸೂಚನೆ ನೀಡಲಾಗಿದೆ. ಈ ಹಿನ್ನೆಲೆಯಲ್ಲಿ ಕೇಂದ್ರ ಅರಣ್ಯ ಸಚಿವರ ಗಮನಕ್ಕೆ ತಂದು ಅಗತ್ಯ ನೆರವು ಪಡೆಯಲಾಗುವುದು ಎಂದು ಹೇಳಿದರು. ಜಿಲ್ಲೆಯ ಹಲವು ಗ್ರಾಮಗಳಲ್ಲಿ ಕುಡಿಯುವ ನೀರಿನ ಸಮಸ್ಯೆ ಉಂಟಾಗಿದ್ದು ಸಂಬಂಧಪಟ್ಟ ಅಧಿಕಾರಿಗಳು ತಕ್ಷಣ ಕ್ರಮ ಕೈಗೊಳ್ಳಬೇಕು ಎಂದು ಸೂಚಿಸಿದರು. ಬೇಲೂರು ಪುರಸಭೆ ಅಧ್ಯಕ್ಷ ಬಿ.ಶಿವರಾಂ ನೇತೃತ್ವದಲ್ಲಿ ಕಾಂಗ್ರೆಸ್ ಮುಖಂಡರು ಸಂಸದರನ್ನು ಭೇಟಿ ಮಾಡಿ ವಿವಿಧ ಬೇಡಿಕೆಗಳ ಕುರಿತು ಚರ್ಚಿಸಿದರು. ಜನಿವಾರ ಕಾರ್ಯಕ್ರಮ: ನಗರದಲ್ಲಿ ನಡೆದ ಕಾರ್ಯಕ್ರಮದಲ್ಲಿ ಸಂಸದರು ಪಾಲ್ಗೊಂಡು ಮಾತನಾಡಿದರು. ಕಾಂಗ್ರೆಸ್ ಜಿಲ್ಲಾ ಪ್ರಧಾನ ಕಾರ್ಯದರ್ಶಿ ಹಾಗೂ ಅಧಿಕಾರಿಗಳು ಹಾಜರಿದ್ದರು. xyxy=(287,540,461,819)
ugrappa-press-meet-photo xyxy=(812,1770,1222,2001)
column-rule xyxy=(1017,2042,1018,2294)
